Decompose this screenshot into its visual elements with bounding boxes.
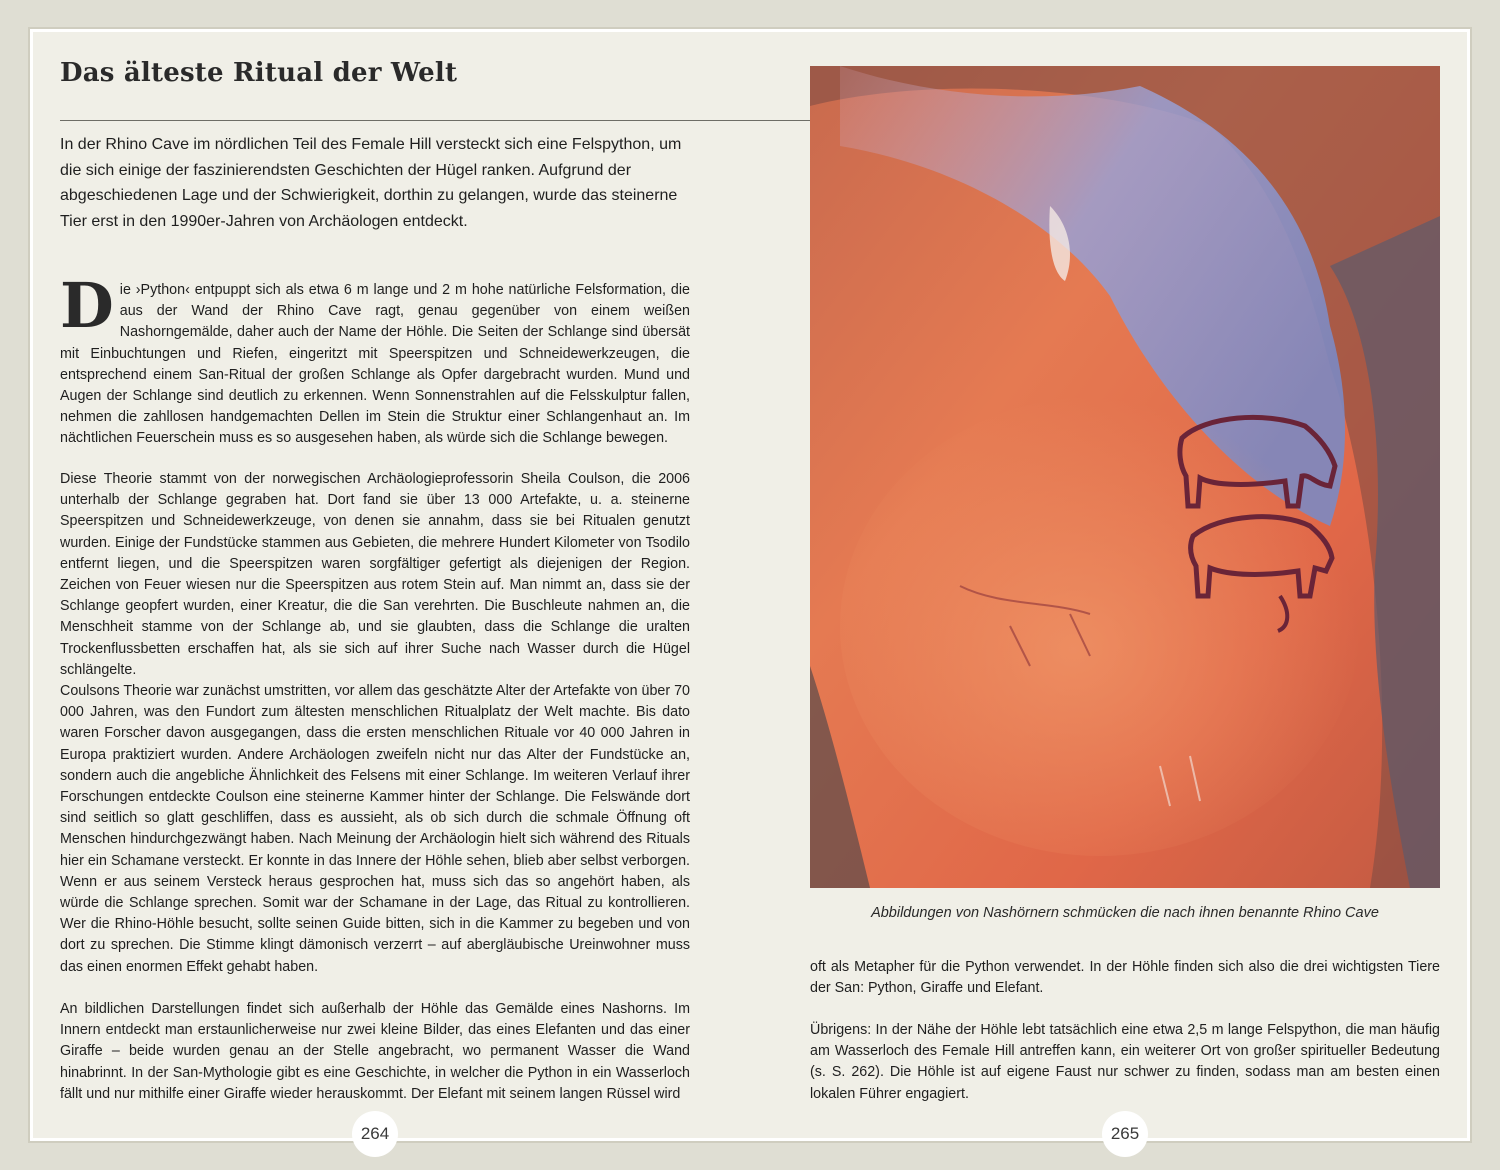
right-paragraph-1: oft als Metapher für die Python verwendet. In der Höhle finden sich also die drei wichtigsten Tiere der San: Python, Giraffe und Elefant.	[810, 959, 1440, 997]
intro-paragraph: In der Rhino Cave im nördlichen Teil des Female Hill versteckt sich eine Felspython, um die sich einige der faszinierendsten Geschichten der Hügel ranken. Aufgrund der abgeschiedenen Lage und der Schwierigkeit, dorthin zu gelangen, wurde das steinerne Tier erst in den 1990er-Jahren von Archäologen entdeckt.	[60, 136, 682, 230]
title-rule	[60, 120, 810, 121]
drop-cap: D	[60, 269, 114, 342]
body-paragraph-3: Coulsons Theorie war zunächst umstritten, vor allem das geschätzte Alter der Artefakte von über 70 000 Jahren, was den Fundort zum ältesten menschlichen Ritualplatz der Welt machte. Bis dato waren Forscher davon ausgegangen, dass die ersten menschlichen Rituale vor 40 000 Jahren in Europa praktiziert wurden. Andere Archäologen zweifeln nicht nur das Alter der Fundstücke an, sondern auch die angebliche Ähnlichkeit des Felsens mit einer Schlange. Im weiteren Verlauf ihrer Forschungen entdeckte Coulson eine steinerne Kammer hinter der Schlange. Die Felswände dort sind seitlich so glatt geschliffen, dass es aussieht, als ob sich durch die schmale Öffnung oft Menschen hindurchgezwängt haben. Nach Meinung der Archäologin hielt sich während des Rituals hier ein Schamane versteckt. Er konnte in das Innere der Höhle sehen, blieb aber selbst verborgen. Wenn er aus seinem Versteck heraus gesprochen hat, muss sich das so angehört haben, als würde die Schlange sprechen. Somit war der Schamane in der Lage, das Ritual zu kontrollieren. Wer die Rhino-Höhle besucht, sollte seinen Guide bitten, sich in die Kammer zu begeben und von dort zu sprechen. Die Stimme klingt dämonisch verzerrt – auf abergläubische Ureinwohner muss das einen enormen Effekt gehabt haben.	[60, 683, 690, 975]
page-title: Das älteste Ritual der Welt	[60, 58, 458, 88]
page-number-right: 265	[1102, 1111, 1148, 1157]
rock-art-photo	[810, 66, 1440, 888]
right-paragraph-2: Übrigens: In der Nähe der Höhle lebt tatsächlich eine etwa 2,5 m lange Felspython, die man häufig am Wasserloch des Female Hill antreffen kann, ein weiterer Ort von großer spiritueller Bedeutung (s. S. 262). Die Höhle ist auf eigene Faust nur schwer zu finden, sodass man am besten einen lokalen Führer engagiert.	[810, 1022, 1440, 1102]
body-paragraph-1-text: ie ›Python‹ entpuppt sich als etwa 6 m lange und 2 m hohe natürliche Felsformation, die aus der Wand der Rhino Cave ragt, genau gegenüber von einem weißen Nashorngemälde, daher auch der Name der Höhle. Die Seiten der Schlange sind übersät mit Einbuchtungen und Riefen, eingeritzt mit Speerspitzen und Schneidewerkzeugen, die entsprechend einem San-Ritual der großen Schlange als Opfer dargebracht wurden. Mund und Augen der Schlange sind deutlich zu erkennen. Wenn Sonnenstrahlen auf die Felsskulptur fallen, nehmen die zahllosen handgemachten Dellen im Stein die Struktur einer Schlangenhaut an. Im nächtlichen Feuerschein muss es so ausgesehen haben, als würde sich die Schlange bewegen.	[60, 282, 690, 447]
body-paragraph-1	[60, 269, 690, 450]
body-paragraph-4: An bildlichen Darstellungen findet sich außerhalb der Höhle das Gemälde eines Nashorns. Im Innern entdeckt man erstaunlicherweise nur zwei kleine Bilder, das eines Elefanten und das einer Giraffe – beide wurden genau an der Stelle angebracht, wo permanent Wasser die Wand hinabrinnt. In der San-Mythologie gibt es eine Geschichte, in welcher die Python in ein Wasserloch fällt und nur mithilfe einer Giraffe wieder herauskommt. Der Elefant mit seinem langen Rüssel wird	[60, 1001, 690, 1102]
photo-caption: Abbildungen von Nashörnern schmücken die nach ihnen benannte Rhino Cave	[871, 905, 1379, 921]
page-number-left: 264	[352, 1111, 398, 1157]
body-paragraph-2: Diese Theorie stammt von der norwegischen Archäologieprofessorin Sheila Coulson, die 2006 unterhalb der Schlange gegraben hat. Dort fand sie über 13 000 Artefakte, u. a. steinerne Speerspitzen und Schneidewerkzeuge, von denen sie annahm, dass sie bei Ritualen genutzt wurden. Einige der Fundstücke stammen aus Gebieten, die mehrere Hundert Kilometer von Tsodilo entfernt liegen, und die Speerspitzen waren sorgfältiger gefertigt als diejenigen der Region. Zeichen von Feuer wiesen nur die Speerspitzen aus rotem Stein auf. Man nimmt an, dass sie der Schlange geopfert wurden, einer Kreatur, die die San verehrten. Die Buschleute nahmen an, die Menschheit stamme von der Schlange ab, und sie glaubten, dass die Schlange die uralten Trockenflussbetten erschaffen hat, als sie sich auf ihrer Suche nach Wasser durch die Hügel schlängelte.	[60, 471, 690, 678]
